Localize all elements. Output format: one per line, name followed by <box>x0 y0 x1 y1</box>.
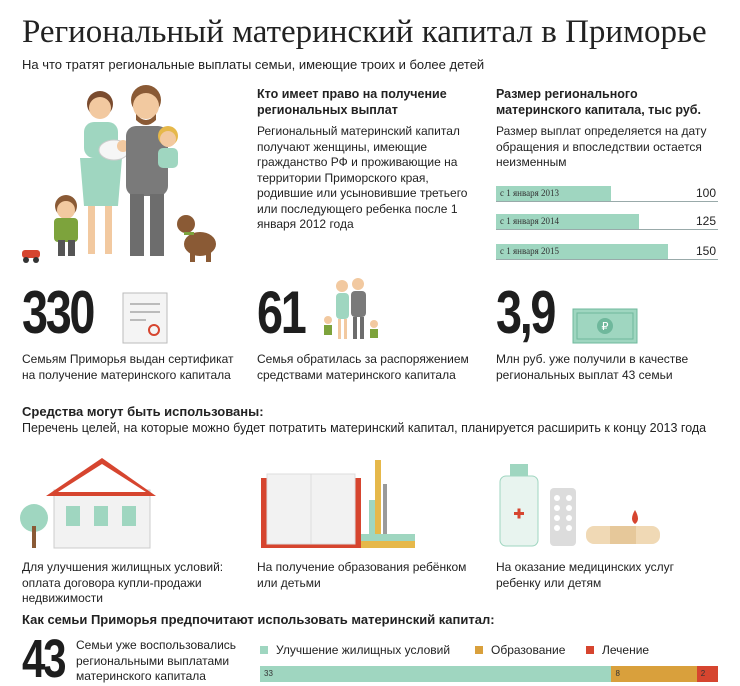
size-text: Размер выплат определяется на дату обращения и впоследствии остается неизменным <box>496 124 707 169</box>
certificate-icon <box>122 292 168 344</box>
stat-text-applied: Семья обратилась за распоряжением средствами материнского капитала <box>257 352 469 382</box>
toy-car <box>22 250 40 258</box>
preference-text: Семьи уже воспользовались региональными выплатами материнского капитала <box>76 638 237 683</box>
family-illustration <box>18 78 224 266</box>
house-icon <box>20 456 160 552</box>
medicine-icon <box>496 460 666 552</box>
size-bar-row <box>496 244 718 260</box>
legend-item <box>475 643 565 657</box>
stat-number-certificates: 330 <box>22 279 94 346</box>
legend-item <box>586 643 649 657</box>
legend-label: Улучшение жилищных условий <box>276 643 451 657</box>
uses-subheading: Перечень целей, на которые можно будет потратить материнский капитал, планируется расширить к концу 2013 года <box>22 421 707 435</box>
eligibility-heading: Кто имеет право на получение региональных выплат <box>257 87 447 117</box>
page-title: Региональный материнский капитал в Приморье <box>22 14 707 50</box>
family-small-icon <box>318 276 382 342</box>
legend-swatch <box>260 646 268 654</box>
mother-head <box>89 97 111 119</box>
stat-text-certificates: Семьям Приморья выдан сертификат на получение материнского капитала <box>22 352 234 382</box>
uses-heading: Средства могут быть использованы: <box>22 404 264 419</box>
legend-swatch <box>586 646 594 654</box>
use-education-text: На получение образования ребёнком или детьми <box>257 560 467 590</box>
size-bar-row <box>496 186 718 202</box>
size-bar-label: с 1 января 2013 <box>500 188 559 198</box>
size-heading: Размер регионального материнского капитала, тыс руб. <box>496 87 701 117</box>
stat-number-paid: 3,9 <box>496 279 555 346</box>
boy-shirt <box>54 218 78 242</box>
legend-label: Образование <box>491 643 566 657</box>
book-icon <box>257 456 419 552</box>
svg-text:₽: ₽ <box>601 320 609 333</box>
size-bar-label: с 1 января 2015 <box>500 246 559 256</box>
mother-dress <box>80 158 122 206</box>
eligibility-text: Региональный материнский капитал получают женщины, имеющие гражданство РФ и проживающие на территории Приморского края, родившие или усыновившие третьего или последующего ребенка после 1 января 2012 года <box>257 124 468 231</box>
stat-number-applied: 61 <box>257 279 305 346</box>
banknote-icon <box>572 308 638 344</box>
size-bar-label: с 1 января 2014 <box>500 216 559 226</box>
use-medical-text: На оказание медицинских услуг ребенку или детям <box>496 560 675 590</box>
stack-segment: 8 <box>611 666 696 682</box>
stack-segment: 33 <box>260 666 611 682</box>
preference-number: 43 <box>22 629 65 686</box>
legend-swatch <box>475 646 483 654</box>
page-subtitle: На что тратят региональные выплаты семьи, имеющие троих и более детей <box>22 57 485 72</box>
size-bar-value: 100 <box>695 186 716 200</box>
stat-text-paid: Млн руб. уже получили в качестве региональных выплат 43 семьи <box>496 352 689 382</box>
size-bar-value: 125 <box>695 214 716 228</box>
preference-heading: Как семьи Приморья предпочитают использовать материнский капитал: <box>22 612 495 627</box>
legend-label: Лечение <box>602 643 650 657</box>
use-housing-text: Для улучшения жилищных условий: оплата договора купли-продажи недвижимости <box>22 560 224 605</box>
legend-item <box>260 643 450 657</box>
size-bar-row <box>496 214 718 230</box>
size-bar-value: 150 <box>695 244 716 258</box>
dog <box>184 232 216 256</box>
stack-segment: 2 <box>697 666 718 682</box>
